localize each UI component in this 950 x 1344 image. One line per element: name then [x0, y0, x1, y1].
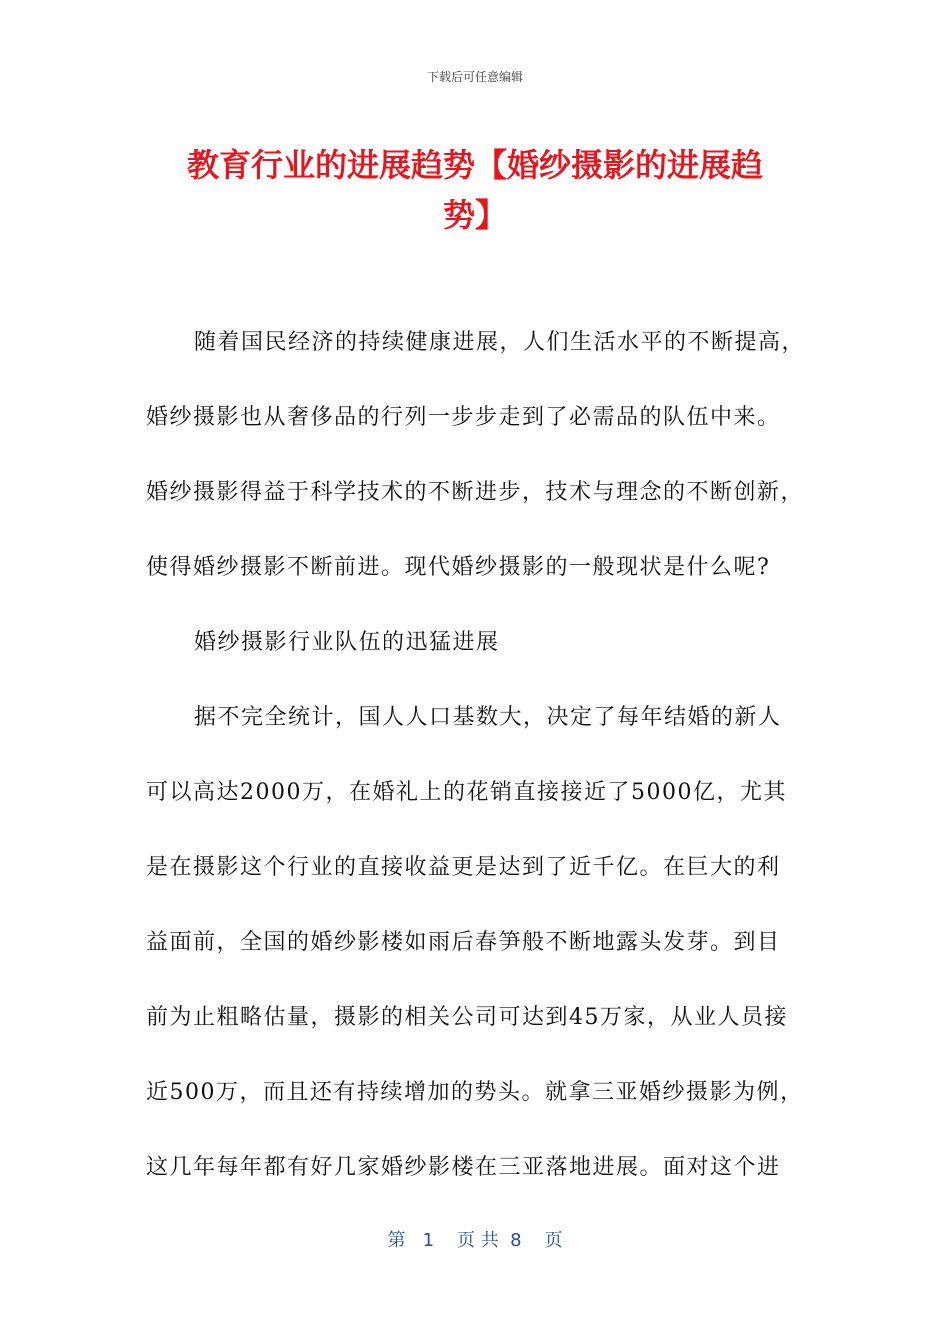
paragraph-line: 随着国民经济的持续健康进展，人们生活水平的不断提高， — [194, 330, 806, 355]
paragraph-line: 前为止粗略估量，摄影的相关公司可达到45万家，从业人员接 — [146, 1005, 788, 1030]
paragraph-line: 据不完全统计，国人人口基数大，决定了每年结婚的新人 — [194, 705, 782, 730]
paragraph-line: 是在摄影这个行业的直接收益更是达到了近千亿。在巨大的利 — [146, 855, 781, 880]
header-note: 下载后可任意编辑 — [426, 70, 523, 84]
paragraph-line: 使得婚纱摄影不断前进。现代婚纱摄影的一般现状是什么呢? — [146, 555, 771, 580]
paragraph-line: 婚纱摄影也从奢侈品的行列一步步走到了必需品的队伍中来。 — [146, 405, 781, 430]
paragraph-line: 近500万，而且还有持续增加的势头。就拿三亚婚纱摄影为例， — [146, 1080, 804, 1105]
title-line-2: 势】 — [442, 196, 507, 234]
section-heading: 婚纱摄影行业队伍的迅猛进展 — [194, 630, 500, 655]
document-title — [150, 140, 800, 240]
paragraph-line: 益面前，全国的婚纱影楼如雨后春笋般不断地露头发芽。到目 — [146, 930, 781, 955]
paragraph-line: 这几年每年都有好几家婚纱影楼在三亚落地进展。面对这个进 — [146, 1155, 781, 1180]
title-line-1: 教育行业的进展趋势【婚纱摄影的进展趋 — [186, 146, 763, 184]
page-footer: 第 1 页 共 8 页 — [387, 1230, 563, 1251]
paragraph-line: 可以高达2000万，在婚礼上的花销直接接近了5000亿，尤其 — [146, 780, 787, 805]
paragraph-line: 婚纱摄影得益于科学技术的不断进步，技术与理念的不断创新， — [146, 480, 805, 505]
